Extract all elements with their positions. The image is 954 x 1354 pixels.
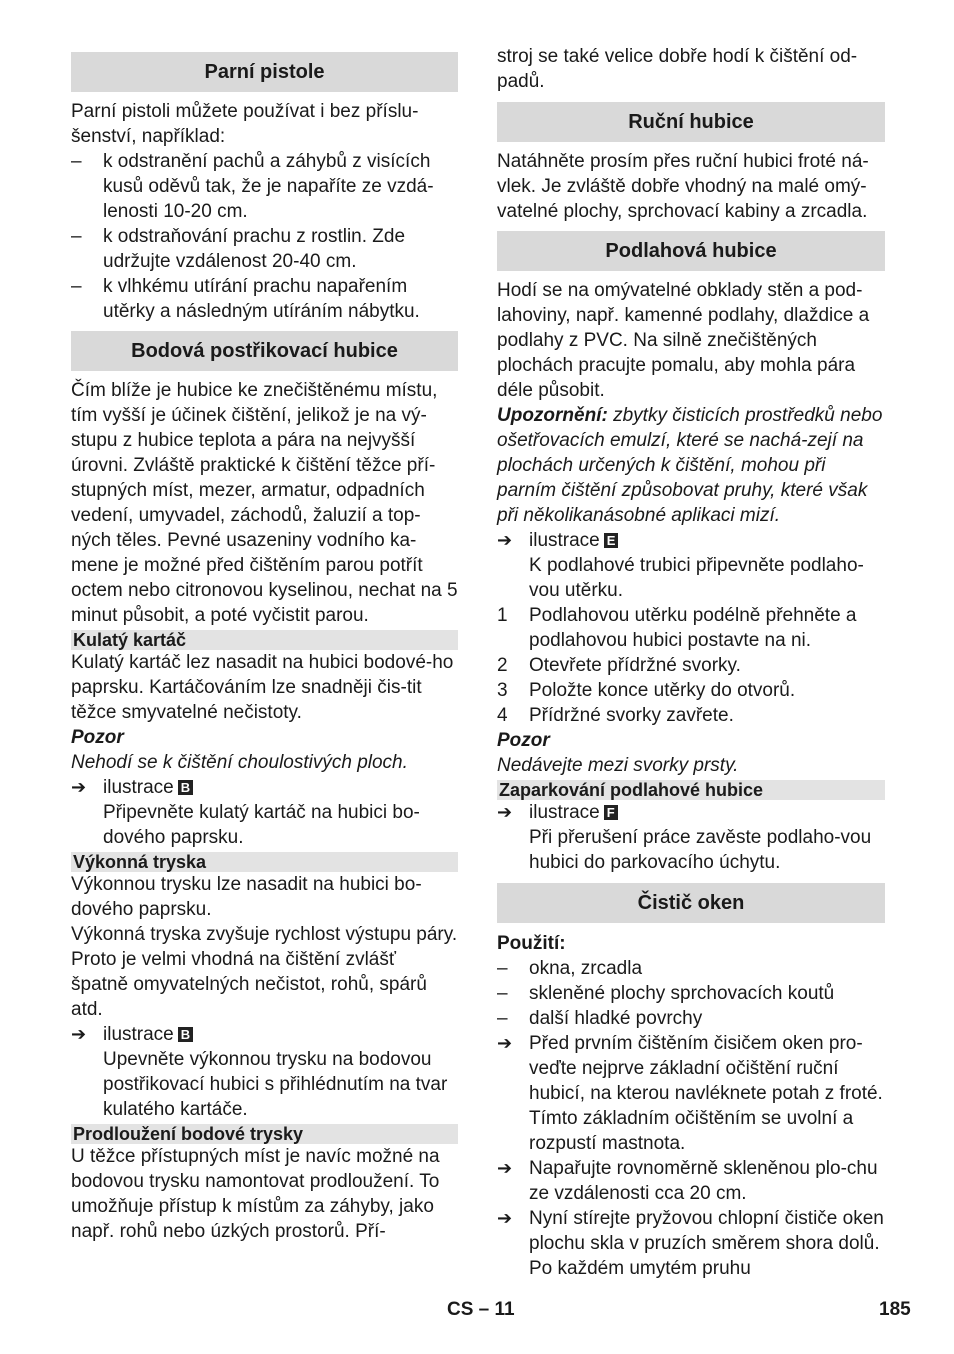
paragraph: Výkonnou trysku lze nasadit na hubici bo-dového paprsku. [71,874,422,920]
step-number: 4 [497,705,508,726]
paragraph: Výkonná tryska zvyšuje rychlost výstupu páry. Proto je velmi vhodná na čištění zvlášť špatně omyvatelných nečistot, rohů, spárů atd. [71,924,458,1020]
paragraph: Natáhněte prosím přes ruční hubici froté ná-vlek. Je zvláště dobře vhodný na malé omý-vatelné plochy, sprchovací kabiny a zrcadla. [497,151,869,222]
right-column [497,44,885,1281]
step-number: 1 [497,605,508,626]
list-item: – k odstraňování prachu z rostlin. Zde udržujte vzdálenost 20-40 cm. [71,226,406,272]
caution-text: Nedávejte mezi svorky prsty. [497,755,739,776]
paragraph: Čím blíže je hubice ke znečištěnému místu, tím vyšší je účinek čištění, jelikož je na vý-stupu z hubice teplota a pára na nejvyšší úrovni. Zvláště praktické k čištění těžce pří-stupných míst, mezer, armatur, odpadních vedení, umyvadel, záchodů, žaluzií a top-ných těles. Pevné usazeniny vodního ka-mene je možné před čištěním parou potřít octem nebo citronovou kyselinou, nechat na 5 minut působit, a poté vyčistit parou. [71,380,458,626]
dash-bullet: – [71,276,82,297]
use-label: Použití: [497,933,566,954]
paragraph: Hodí se na omývatelné obklady stěn a pod-lahoviny, např. kamenné podlahy, dlaždice a podlahy z PVC. Na silně znečištěných plochách pracujte pomalu, aby mohla pára déle působit. [497,280,870,401]
list-item: 4 Přídržné svorky zavřete. [497,705,734,726]
list-item: – skleněné plochy sprchovacích koutů [497,983,835,1004]
list-item: – další hladké povrchy [497,1008,703,1029]
dash-bullet: – [497,958,508,979]
left-column [71,44,458,1244]
arrow-icon: ➔ [497,530,513,550]
illustration-letter-badge: E [604,533,619,548]
list-item: – k odstranění pachů a záhybů z visících kusů oděvů tak, že je napaříte ze vzdá-lenosti 10-20 cm. [71,151,434,222]
paragraph: U těžce přístupných míst je navíc možné na bodovou trysku namontovat prodloužení. To umožňuje přístup k místům za záhyby, jako např. rohů nebo úzkých prostorů. Pří- [71,1146,440,1242]
arrow-icon: ➔ [71,777,87,797]
illustration-ref: ➔ ilustrace B [71,775,458,800]
dash-bullet: – [71,151,82,172]
list-item: 1 Podlahovou utěrku podélně přehněte a podlahovou hubici postavte na ni. [497,605,857,651]
list-item: – k vlhkému utírání prachu napařením utěrky a následným utíráním nábytku. [71,276,420,322]
dash-bullet: – [497,1008,508,1029]
caution-label: Pozor [71,727,124,748]
footer-section: CS – 11 [447,1299,515,1320]
instruction-step: ➔ Nyní stírejte pryžovou chlopní čističe oken plochu skla v pruzích směrem shora dolů. Po každém umytém pruhu [497,1208,884,1279]
arrow-icon: ➔ [497,1158,513,1178]
instruction-text: K podlahové trubici připevněte podlaho-vou utěrku. [529,555,864,601]
arrow-icon: ➔ [71,1024,87,1044]
arrow-icon: ➔ [497,1033,513,1053]
illustration-ref: ➔ ilustrace B [71,1022,458,1047]
heading-podlahova-hubice: Podlahová hubice [497,231,885,271]
dash-bullet: – [497,983,508,1004]
note-paragraph: Upozornění: zbytky čisticích prostředků nebo ošetřovacích emulzí, které se nachá-zejí na plochách určených k čištění, mohou při parním čištění způsobovat pruhy, které však při několikanásobné aplikaci mizí. [497,405,883,526]
caution-text: Nehodí se k čištění choulostivých ploch. [71,752,408,773]
paragraph: Parní pistoli můžete používat i bez příslu-šenství, například: [71,101,419,147]
instruction-text: Při přerušení práce zavěste podlaho-vou hubici do parkovacího úchytu. [529,827,872,873]
note-label: Upozornění: [497,405,608,426]
illustration-ref: ➔ ilustrace F [497,800,885,825]
step-number: 2 [497,655,508,676]
page-number: 185 [879,1299,911,1320]
caution-label: Pozor [497,730,550,751]
heading-bodova-hubice: Bodová postřikovací hubice [71,331,458,371]
list-item: 3 Položte konce utěrky do otvorů. [497,680,796,701]
step-number: 3 [497,680,508,701]
illustration-ref: ➔ ilustrace E [497,528,885,553]
subheading-zaparkovani: Zaparkování podlahové hubice [497,780,885,800]
illustration-letter-badge: F [604,805,618,820]
paragraph: Kulatý kartáč lez nasadit na hubici bodové-ho paprsku. Kartáčováním lze snadněji čis-tit těžce smyvatelné nečistoty. [71,652,454,723]
paragraph: stroj se také velice dobře hodí k čištění od-padů. [497,46,858,92]
instruction-step: ➔ Napařujte rovnoměrně skleněnou plo-chu ze vzdálenosti cca 20 cm. [497,1158,878,1204]
dash-bullet: – [71,226,82,247]
list-item: – okna, zrcadla [497,958,643,979]
illustration-letter-badge: B [178,1027,193,1042]
instruction-step: ➔ Před prvním čištěním čisičem oken pro-veďte nejprve základní očištění ruční hubicí, na kterou navléknete potah z froté. Tímto základním očištěním se uvolní a rozpustí mastnota. [497,1033,883,1154]
subheading-prodlouzeni: Prodloužení bodové trysky [71,1124,458,1144]
heading-parni-pistole: Parní pistole [71,52,458,92]
arrow-icon: ➔ [497,1208,513,1228]
subheading-vykonna-tryska: Výkonná tryska [71,852,458,872]
list-item: 2 Otevřete přídržné svorky. [497,655,741,676]
subheading-kulaty-kartac: Kulatý kartáč [71,630,458,650]
heading-rucni-hubice: Ruční hubice [497,102,885,142]
instruction-text: Připevněte kulatý kartáč na hubici bo-dového paprsku. [103,802,420,848]
heading-cistic-oken: Čistič oken [497,883,885,923]
illustration-letter-badge: B [178,780,193,795]
instruction-text: Upevněte výkonnou trysku na bodovou postřikovací hubici s přihlédnutím na tvar kulatého kartáče. [103,1049,448,1120]
arrow-icon: ➔ [497,802,513,822]
